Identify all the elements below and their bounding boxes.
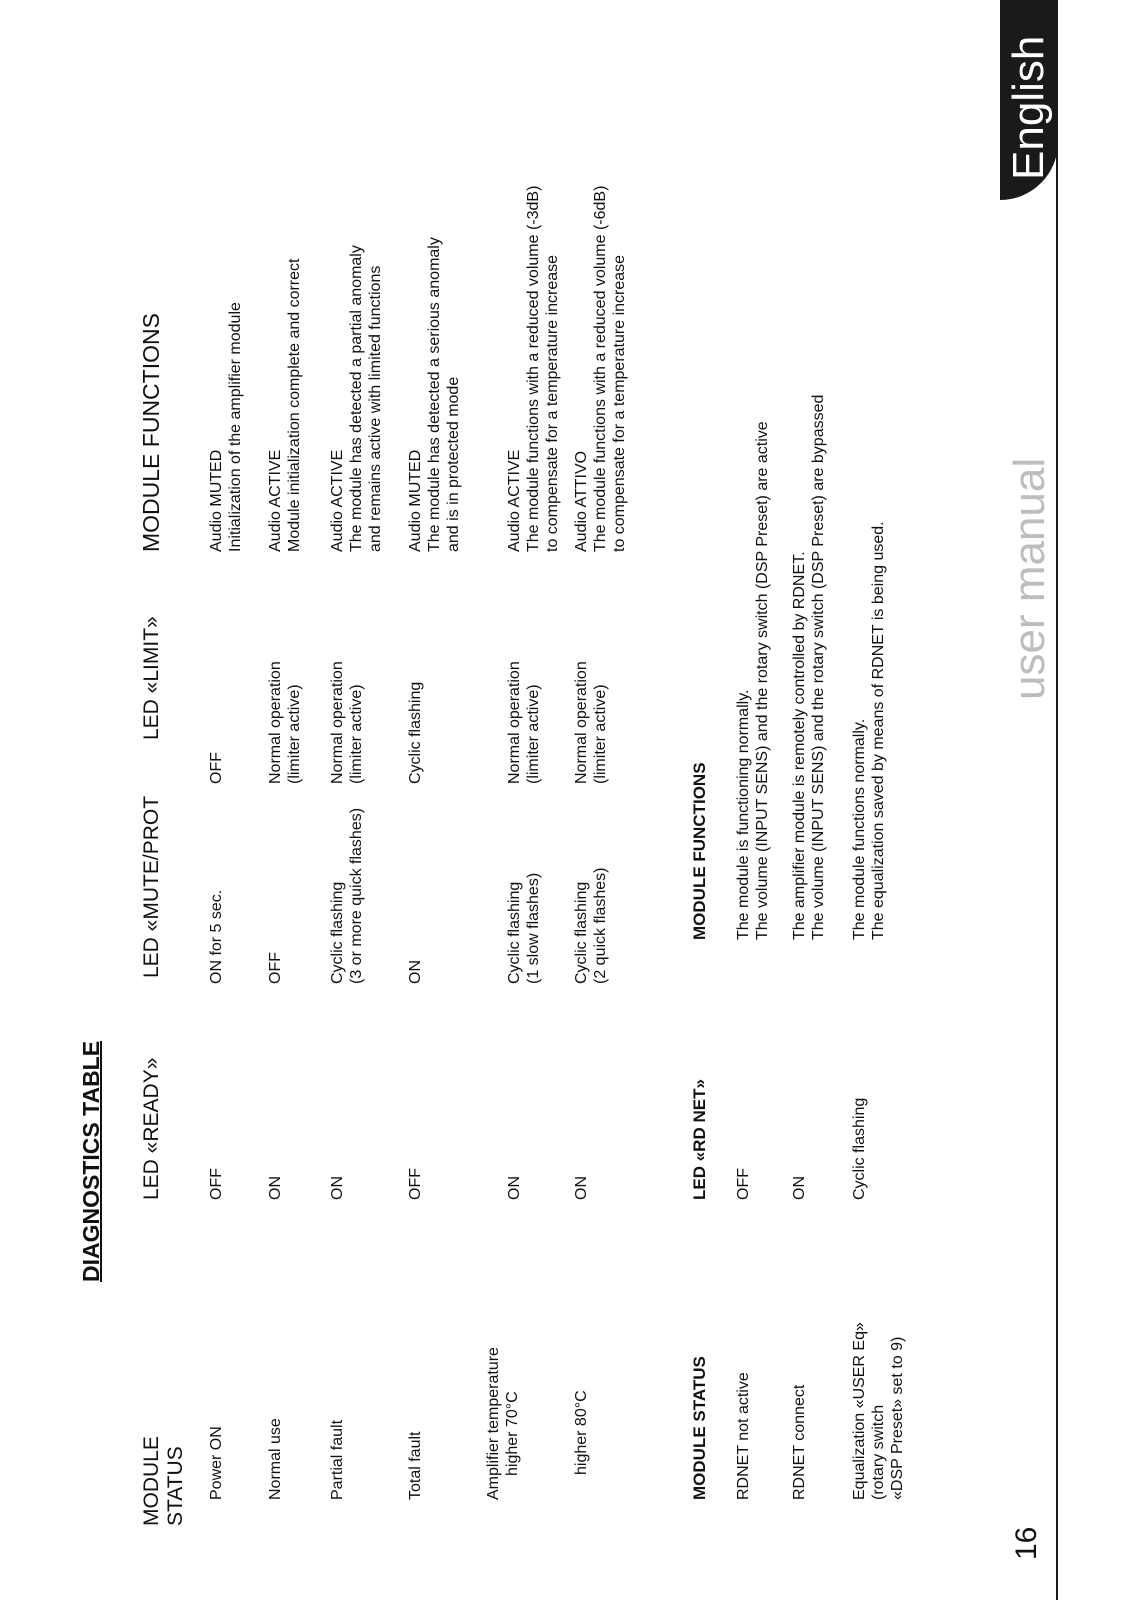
table-row-ready: OFF (407, 1168, 424, 1200)
table-row-functions: The module is functioning normally. The volume (INPUT SENS) and the rotary switch (DSP Preset) are active (735, 421, 771, 940)
table-row-limit: Normal operation (limiter active) (573, 661, 609, 784)
header-rule (1056, 0, 1058, 1600)
manual-label: user manual (1005, 457, 1054, 700)
table-row-mute: Cyclic flashing (1 slow flashes) (506, 872, 542, 984)
table-row-limit: Normal operation (limiter active) (506, 661, 542, 784)
table-row-limit: Cyclic flashing (407, 681, 424, 784)
header-module-status: MODULE STATUS (140, 1436, 187, 1526)
table-row-mute: ON (407, 960, 424, 984)
table-row-limit: OFF (208, 752, 225, 784)
table-row-functions: Audio ACTIVE The module functions with a reduced volume (-3dB) to compensate for a temperature increase (506, 185, 561, 552)
table-row-status: RDNET connect (791, 1384, 808, 1500)
table-row-status: Total fault (407, 1431, 424, 1500)
header-led-mute: LED «MUTE/PROT (140, 795, 163, 978)
table-row-status: Power ON (208, 1426, 225, 1500)
table-row-status: Normal use (267, 1418, 284, 1500)
page-number: 16 (1010, 1526, 1043, 1560)
table-row-functions: Audio MUTED Initialization of the amplifier module (208, 302, 244, 552)
header-module-functions-2: MODULE FUNCTIONS (690, 762, 709, 940)
page-title: DIAGNOSTICS TABLE (78, 1040, 104, 1282)
table-row-functions: The amplifier module is remotely controlled by RDNET. The volume (INPUT SENS) and the rotary switch (DSP Preset) are bypassed (791, 394, 827, 940)
table-row-rdnet: ON (791, 1176, 808, 1200)
table-row-status: RDNET not active (735, 1372, 752, 1500)
table-row-rdnet: Cyclic flashing (851, 1097, 868, 1200)
table-row-mute: OFF (267, 952, 284, 984)
table-row-status: Amplifier temperature higher 70°C (485, 1347, 521, 1500)
table-row-mute: Cyclic flashing (2 quick flashes) (573, 867, 609, 984)
table-row-mute: ON for 5 sec. (208, 889, 225, 984)
table-row-ready: OFF (208, 1168, 225, 1200)
header-module-status-2: MODULE STATUS (690, 1356, 709, 1500)
header-module-functions: MODULE FUNCTIONS (138, 313, 164, 552)
header-led-rdnet: LED «RD NET» (690, 1079, 709, 1200)
table-row-status: Equalization «USER Eq» (rotary switch «DSP Preset» set to 9) (851, 1322, 906, 1500)
table-row-limit: Normal operation (limiter active) (267, 661, 303, 784)
table-row-ready: ON (506, 1176, 523, 1200)
table-row-functions: Audio MUTED The module has detected a serious anomaly and is in protected mode (407, 237, 462, 552)
table-row-functions: Audio ACTIVE Module initialization complete and correct (267, 258, 303, 552)
language-label: English (1004, 35, 1053, 180)
table-row-rdnet: OFF (735, 1168, 752, 1200)
table-row-status: Partial fault (329, 1419, 346, 1500)
table-row-functions: The module functions normally. The equalization saved by means of RDNET is being used. (851, 521, 887, 940)
header-led-ready: LED «READY» (140, 1057, 163, 1200)
table-row-status: higher 80°C (573, 1390, 590, 1475)
table-row-limit: Normal operation (limiter active) (329, 661, 365, 784)
table-row-ready: ON (267, 1176, 284, 1200)
header-led-limit: LED «LIMIT» (140, 616, 163, 740)
table-row-ready: ON (329, 1176, 346, 1200)
table-row-mute: Cyclic flashing (3 or more quick flashes) (329, 807, 365, 984)
table-row-functions: Audio ACTIVE The module has detected a partial anomaly and remains active with limited functions (329, 245, 384, 552)
table-row-ready: ON (573, 1176, 590, 1200)
table-row-functions: Audio ATTIVO The module functions with a reduced volume (-6dB) to compensate for a temperature increase (573, 185, 628, 552)
